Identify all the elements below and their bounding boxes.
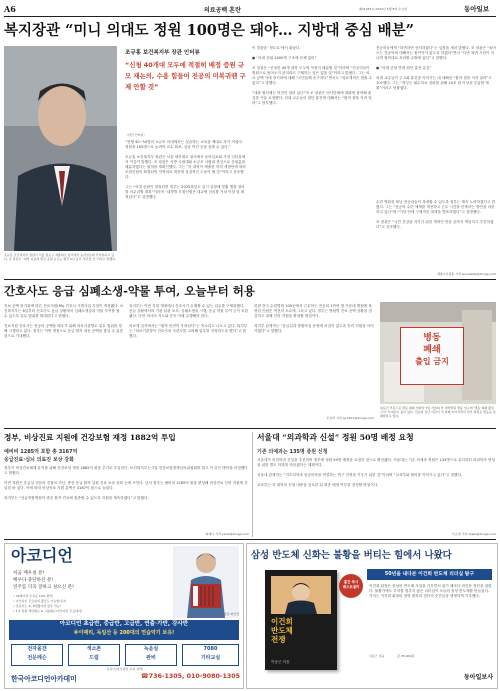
accordion-ad[interactable]	[4, 543, 244, 689]
header-rule	[4, 16, 496, 17]
accordion-ad-line-1: 처음 배우실 분!	[13, 571, 45, 576]
accordion-banner-line-2: ※이때리, 독일산 등 200대의 연습악기 보유!	[73, 630, 175, 636]
accordion-academy-name: 한국아코디언아카데미	[11, 675, 77, 683]
issue-meta: 제31952호 2024년 5월 8일 수요일	[359, 7, 407, 11]
story1-column-4: 수련 병원을 떠난 전공의들이 복귀할 수 있도록 정부는 계속 노력하겠다고 밝혔다. 그는 “전공의 수련 체계를 개선하고 근무 시간을 단축하는 방안을 마련하고 있다”며 “이달 안에 구체적인 대책을 발표하겠다”고 설명했다. 조 장관은 “국민 건강을 지키기 위한 개혁인 만큼 끝까지 책임지고 추진하겠다”고 강조했다.	[376, 200, 496, 229]
ward-photo-caption: 의료진 부족으로 병동 폐쇄 잇따라 7일 서울의 한 대학병원 병동 입구에 ‘병동 폐쇄 출입 금지’ 안내문이 붙어 있다. 전공의 집단 이탈이 석 달째 이어지면서 일부 병원은 병동을 통폐합하고 있다.	[380, 406, 496, 418]
closure-sign-line2: 폐쇄	[423, 345, 441, 355]
story1-column-1: “현행 40~50명의 소규모 의대에서는 실습하는 교육을 제대로 하기 어렵다. 정원을 100명으로 늘려야 교수 확보, 실습 여건 등을 갖출 수 있다.” 조규홍 보건복지부 장관은 서울 세종대로 청사에서 동아일보와 가진 인터뷰에서 이같이 말했다. 조 장관은 지방 국립대와 소규모 사립대 중심으로 증원분을 배분하겠다는 원칙을 재확인했다. 그는 “각 대학이 제출한 학칙 개정안에 따라 모집인원이 확정되면 지역의료 개선에 실질적인 도움이 될 것”이라고 강조했다. 그는 “의대 증원이 결정되면 정부는 2025학년도 입시 일정에 맞춰 행정 절차를 마무리할 계획”이라며 “대학별 모집인원은 대교협 심의를 거쳐 이달 말 확정된다”고 설명했다.	[125, 140, 246, 199]
story3-subhead-2: 응급진료·심뇌 의료진 보상 강화	[4, 457, 74, 463]
story1-column-2: 이 말씀을 ‘정도로’에서 떠났다. ● “의대 증원 2000명 구조에 문제 없어” 조 장관은 “신청한 40개 대학 모두에 적절히 배분할 것”이라며 “전공의들이 병원으로 돌아오지 않더라도 구제하는 일은 없을 것”이라고 밝혔다. 그는 의료 공백 사태 장기화에 대해 “국민들께 송구하다”면서도 “의료개혁은 멈출 수 없다”고 말했다. “대화 협의체는 여전히 열려 있다”며 조 장관은 의사단체에 대화에 참여해 줄 것을 거듭 요청했다. 의대 교수들의 집단 휴진에 대해서는 “환자 곁을 지켜 달라”고 당부했다.	[252, 46, 373, 105]
book-cover-author: 이동근 지음	[271, 660, 290, 664]
story2-column-3: 한편 전국 수련병원 100곳에서 근무하는 전공의 1만여 명 가운데 병원에 복귀한 인원은 여전히 소수에 그치고 있다. 정부는 병원별 진료 공백 상황을 점검하고 대체 인력 지원을 확대할 방침이다. 복지부 관계자는 “응급실과 중환자실 운영에 차질이 없도록 인력 지원을 이어가겠다”고 말했다.	[254, 304, 374, 333]
closure-sign-line1: 병동	[423, 333, 441, 343]
bestseller-badge: 출간 즉시 베스트셀러	[339, 574, 363, 598]
book-ad-publisher: 동아일보사	[464, 674, 493, 681]
story2-signature: 조유라 기자 jyr0101@donga.com	[326, 416, 374, 420]
book-ad-title: 삼성 반도체 신화는 불황을 버티는 힘에서 나왔다	[251, 550, 452, 561]
divider-2	[4, 428, 496, 429]
story1-signature: 세종=이정훈 기자 sunshade@donga.com	[437, 272, 496, 276]
accordion-box-2: 색소폰 드럼	[68, 644, 120, 666]
accordion-box-1: 전자올갠 전문레슨	[11, 644, 63, 666]
story2-column-2: 복지부는 이번 지침 개정에서 간호사가 수행할 수 있는 업무를 구체화했다. 응급 상황에서의 기관 삽관 보조, 심폐소생술 시행, 응급 약물 투여 등이 포함됐다. 다만 의사의 지도와 감독 아래 수행해야 한다. 의료계 일각에서는 “환자 안전이 우려된다”는 목소리도 나오고 있다. 복지부는 “의료기관장이 간호사의 숙련도를 고려해 업무를 지정하도록 했다”고 밝혔다.	[129, 304, 248, 338]
accordion-ad-title: 아코디언	[11, 546, 73, 565]
section-label: 의료공백 혼란	[204, 7, 241, 14]
story3-subhead: 예비비 1285억 포함 총 3167억	[4, 449, 78, 455]
ward-closed-photo	[380, 302, 496, 404]
divider-1	[4, 279, 496, 280]
accordion-teacher-photo	[173, 546, 239, 618]
book-ad[interactable]	[246, 543, 498, 689]
accordion-box-3: 녹음실 완비	[125, 644, 177, 666]
photo-caption: 조규홍 보건복지부 장관이 서울 종로구 세종대로 청사에서 동아일보와 인터뷰하고 있다. 조 장관은 “대학 자율에 맡긴 증원 규모는 향후 5년 동안 추진할 것”이라고 말했다.	[4, 253, 117, 261]
story3-signature: 최예나 기자 yena@donga.com	[205, 532, 249, 536]
story4-signature: 이소정 기자 sojee@donga.com	[451, 532, 496, 536]
accordion-box-4: 7080 기타교실	[182, 644, 239, 666]
story1-headline: 복지장관 “미니 의대도 정원 100명은 돼야… 지방대 중심 배분”	[4, 22, 414, 39]
divider-3	[4, 539, 496, 540]
story1-column-3: 전공의들에게 “복귀하면 선처하겠다”는 입장을 재차 밝혔다. 조 장관은 “돌아오는 전공의에 대해서는 불이익이 없도록 하겠다”면서 “다만 복귀 시한이 지나면 원칙대로 처리할 수밖에 없다”고 말했다. ● “의대 증원 반대 집단 휴진 유감” 의대 교수들이 주 1회 휴진을 이어가는 데 대해선 “환자 곁을 지켜 달라”고 호소했다. 그는 “정부는 필수의료 강화를 위해 10조 원 이상을 투입할 계획”이라고 덧붙였다.	[376, 46, 497, 90]
related-label: 〈관련 인터뷰〉	[125, 133, 147, 137]
interview-title: 조규홍 보건복지부 장관 인터뷰	[125, 50, 200, 56]
book-cover	[265, 570, 337, 670]
minister-photo	[4, 46, 117, 251]
story3-body: 정부가 비상진료체계 유지를 위해 건강보험 재정 1882억 원을 추가로 투입한다. 보건복지부는 7일 건강보험정책심의위원회를 열고 이 같은 방안을 의결했다고 밝혔다. 이번 지원은 응급실 전문의 진찰료 가산, 중증·응급 환자 입원 진료 보상 강화 등에 쓰인다. 앞서 정부는 예비비 1285억 원을 편성해 비상진료 인력 지원에 투입한 바 있다. 이에 따라 비상진료 지원 총액은 3167억 원으로 늘었다. 복지부는 “상급종합병원이 중증 환자 진료에 집중할 수 있도록 지원을 계속하겠다”고 밝혔다.	[4, 466, 248, 500]
accordion-feature-4: • 1:1 맞춤 개인레슨 & 그룹레슨(아코디언 무료대여)	[13, 609, 83, 613]
accordion-class-banner	[9, 620, 239, 640]
newspaper-logo: 동아일보	[464, 5, 490, 13]
book-ad-body: 이건희 회장은 삼성의 반도체 사업을 키우면서 위기 때마다 과감한 결단을 내렸다. 불황기에도 투자를 멈추지 않은 리더십이 오늘의 삼성 반도체를 만들었다. 저자는 이건희 회장의 경영 철학과 결단의 순간들을 생생하게 기록했다.	[369, 584, 492, 598]
book-ad-subtitle: 50년을 내다본 이건희 반도체 리더십 탐구	[367, 569, 492, 580]
accordion-feature-3: • 초보자도 3~6개월이면 연주 가능!	[13, 604, 61, 608]
story3-headline: 정부, 비상진료 지원에 건강보험 재정 1882억 투입	[4, 433, 176, 442]
book-cover-photo	[271, 576, 331, 614]
closure-sign	[400, 327, 464, 385]
accordion-youtube-note: - 유튜브(아코디언 교실 검색) -	[104, 667, 146, 671]
story4-headline: 서울대 “의과학과 신설” 정원 50명 배정 요청	[257, 433, 414, 442]
story2-column-1: 진료 공백 장기화에 따른 진료지원(PA) 간호사 시범사업 지침이 개정됐다. 보건복지부는 8일부터 간호사도 응급 상황에서 심폐소생술과 약물 투여를 할 수 있도록 업무 범위를 확대한다고 밝혔다. 진료지원 간호사는 전공의 공백을 메우기 위해 의료기관별로 업무 범위를 정해 시행하고 있다. 정부는 이번 개정으로 응급 환자 대응 공백을 줄일 수 있을 것으로 기대했다.	[4, 304, 124, 338]
column-divider	[252, 432, 253, 537]
accordion-player-image	[173, 546, 239, 618]
minister-portrait-image	[4, 46, 117, 251]
book-ad-author: 이동근 지음	[369, 654, 385, 658]
page-header	[4, 4, 496, 15]
page-number: A6	[4, 4, 16, 14]
accordion-ad-line-3: 연주를 더욱 잘하고 싶으신 분!	[13, 585, 74, 590]
pullquote: “신청 40개대 모두에 적절히 배정 증원 규모 재논의, 수용 힘들어 전공의 미복귀땐 구제 안할 것”	[125, 61, 246, 91]
book-cover-title: 이건희 반도체 전쟁	[271, 617, 293, 644]
accordion-phone[interactable]: ☎736-1305, 010-9080-1305	[140, 673, 240, 680]
accordion-ad-line-2: 배우다 중단하신 분!	[13, 578, 54, 583]
story4-subhead: 기존 의예과는 135명 증원 신청	[257, 449, 328, 455]
story2-headline: 간호사도 응급 심폐소생-약물 투여, 오늘부터 허용	[4, 284, 255, 298]
closure-sign-line3: 출입 금지	[415, 357, 449, 366]
story4-body: 서울대가 의과학과 신설을 추진하며 정부에 정원 50명 배정을 요청한 것으로 확인됐다. 서울대는 기존 의예과 정원은 135명으로 유지하되 의과학자 양성을 위한 별도 학과를 만들겠다는 계획이다. 서울대 관계자는 “기초의학과 임상의학을 연결하는 연구 인력을 키우기 위한 것”이라며 “교육부와 협의를 이어가고 있다”고 말했다. 교육부는 각 대학의 신청 내용을 검토한 뒤 최종 배정 여부를 결정할 방침이다.	[257, 458, 495, 487]
accordion-feature-1: • 30세이상 수강료 10% 할인!	[13, 594, 54, 598]
accordion-teacher-caption: 원장 최인선	[223, 612, 239, 616]
accordion-feature-2: • 아코디언 무료대여 출강도 가능합니다!	[13, 599, 67, 603]
book-portrait-image	[271, 576, 331, 614]
book-ad-price: 값 25,000원	[397, 654, 415, 658]
accordion-banner-line-1: 아코디언 초급반, 중급반, 고급반, 연출·가반, 강사반	[59, 621, 189, 627]
